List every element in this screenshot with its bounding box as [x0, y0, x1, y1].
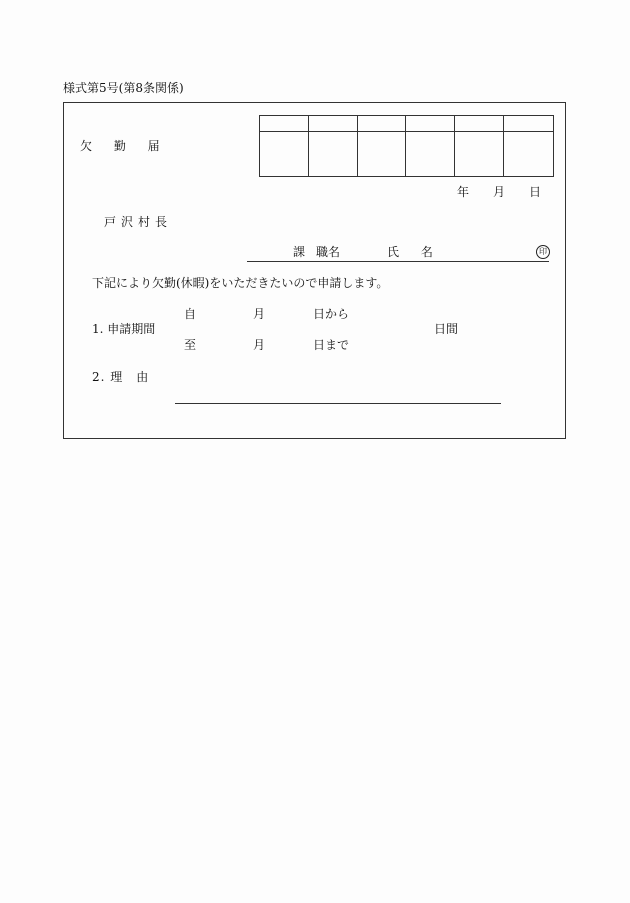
date-day-label: 日 [529, 185, 542, 199]
stamp-cell [358, 132, 407, 176]
approval-stamp-grid [259, 115, 554, 177]
stamp-cell [309, 132, 358, 176]
stamp-cell [504, 132, 553, 176]
stamp-cell [406, 132, 455, 176]
stamp-header-cell [358, 116, 407, 132]
reason-label: 2. 理 由 [92, 370, 150, 384]
stamp-header-cell [406, 116, 455, 132]
signature-line [247, 261, 549, 262]
document-title: 欠 勤 届 [80, 139, 169, 153]
department-label: 課 [293, 245, 306, 259]
period-from-day-label: 日から [313, 307, 350, 321]
period-to-label: 至 [184, 338, 197, 352]
seal-icon: 印 [536, 245, 550, 259]
job-title-label: 職名 [316, 245, 341, 259]
reason-line [175, 403, 501, 404]
form-id: 様式第5号(第8条関係) [63, 81, 184, 95]
request-statement: 下記により欠勤(休暇)をいただきたいので申請します。 [92, 276, 389, 290]
request-period-label: 1. 申請期間 [92, 322, 156, 336]
stamp-header-cell [504, 116, 553, 132]
period-to-month-label: 月 [253, 338, 266, 352]
period-from-month-label: 月 [253, 307, 266, 321]
name-label: 氏 名 [387, 245, 442, 259]
period-to-day-label: 日まで [313, 338, 350, 352]
stamp-cell [260, 132, 309, 176]
stamp-header-cell [260, 116, 309, 132]
stamp-cell [455, 132, 504, 176]
date-month-label: 月 [493, 185, 506, 199]
period-days-label: 日間 [434, 322, 459, 336]
stamp-header-cell [455, 116, 504, 132]
stamp-header-cell [309, 116, 358, 132]
period-from-label: 自 [184, 307, 197, 321]
addressee: 戸沢村長 [104, 215, 173, 229]
date-year-label: 年 [457, 185, 470, 199]
